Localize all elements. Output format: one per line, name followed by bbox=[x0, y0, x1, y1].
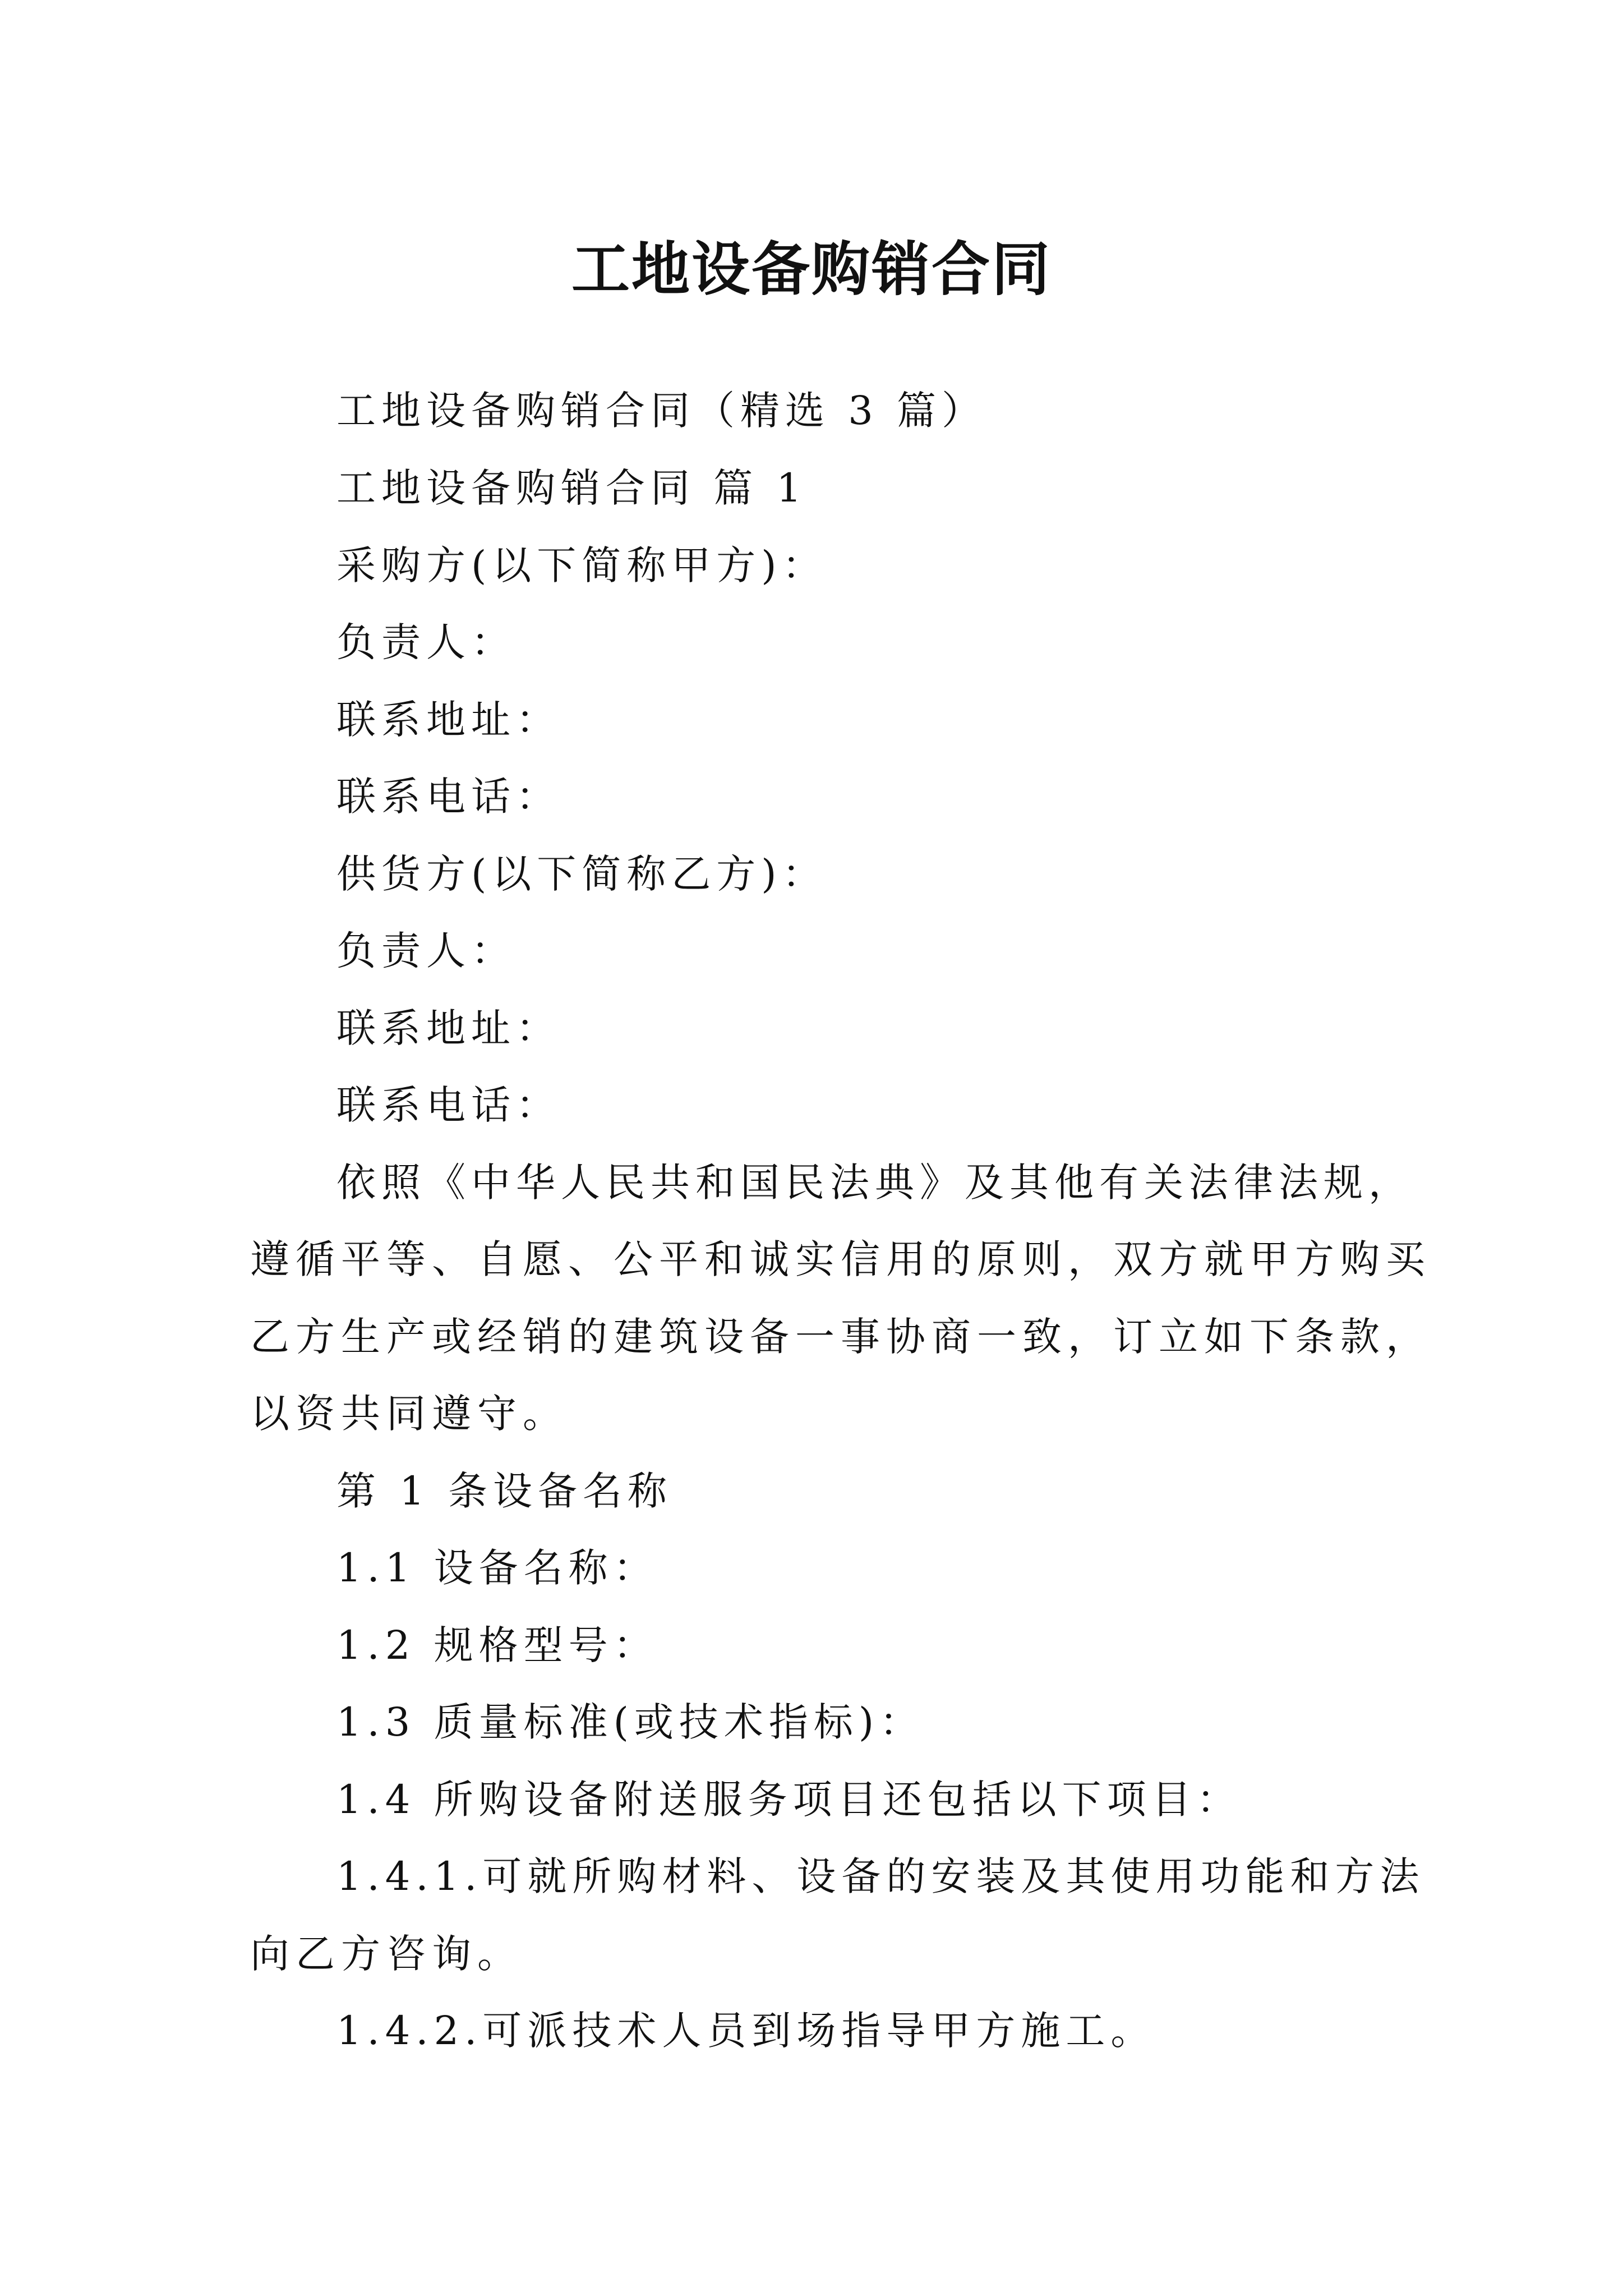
buyer-contact-person: 负责人： bbox=[336, 619, 516, 665]
buyer-label: 采购方(以下简称甲方)： bbox=[336, 542, 827, 588]
item-1-1: 1.1 设备名称： bbox=[336, 1545, 658, 1591]
intro-line-2: 遵循平等、自愿、公平和诚实信用的原则，双方就甲方购买 bbox=[250, 1236, 1431, 1282]
intro-line-4: 以资共同遵守。 bbox=[250, 1391, 568, 1437]
section-heading: 工地设备购销合同 篇 1 bbox=[336, 465, 808, 511]
item-1-3: 1.3 质量标准(或技术指标)： bbox=[336, 1699, 925, 1745]
intro-line-3: 乙方生产或经销的建筑设备一事协商一致，订立如下条款， bbox=[250, 1314, 1431, 1360]
supplier-label: 供货方(以下简称乙方)： bbox=[336, 851, 827, 897]
document-subtitle: 工地设备购销合同（精选 3 篇） bbox=[336, 388, 987, 434]
supplier-contact-person: 负责人： bbox=[336, 928, 516, 974]
article-1-title: 第 1 条设备名称 bbox=[336, 1468, 673, 1514]
buyer-phone: 联系电话： bbox=[336, 774, 561, 820]
supplier-phone: 联系电话： bbox=[336, 1082, 561, 1128]
item-1-4-2: 1.4.2.可派技术人员到场指导甲方施工。 bbox=[336, 2008, 1156, 2054]
intro-line-1: 依照《中华人民共和国民法典》及其他有关法律法规， bbox=[336, 1159, 1413, 1205]
supplier-address: 联系地址： bbox=[336, 1005, 561, 1051]
item-1-4-1-line-1: 1.4.1.可就所购材料、设备的安装及其使用功能和方法 bbox=[336, 1853, 1425, 1899]
document-title: 工地设备购销合同 bbox=[571, 234, 1052, 303]
buyer-address: 联系地址： bbox=[336, 697, 561, 743]
item-1-2: 1.2 规格型号： bbox=[336, 1622, 658, 1668]
item-1-4: 1.4 所购设备附送服务项目还包括以下项目： bbox=[336, 1777, 1242, 1823]
item-1-4-1-line-2: 向乙方咨询。 bbox=[250, 1931, 523, 1977]
